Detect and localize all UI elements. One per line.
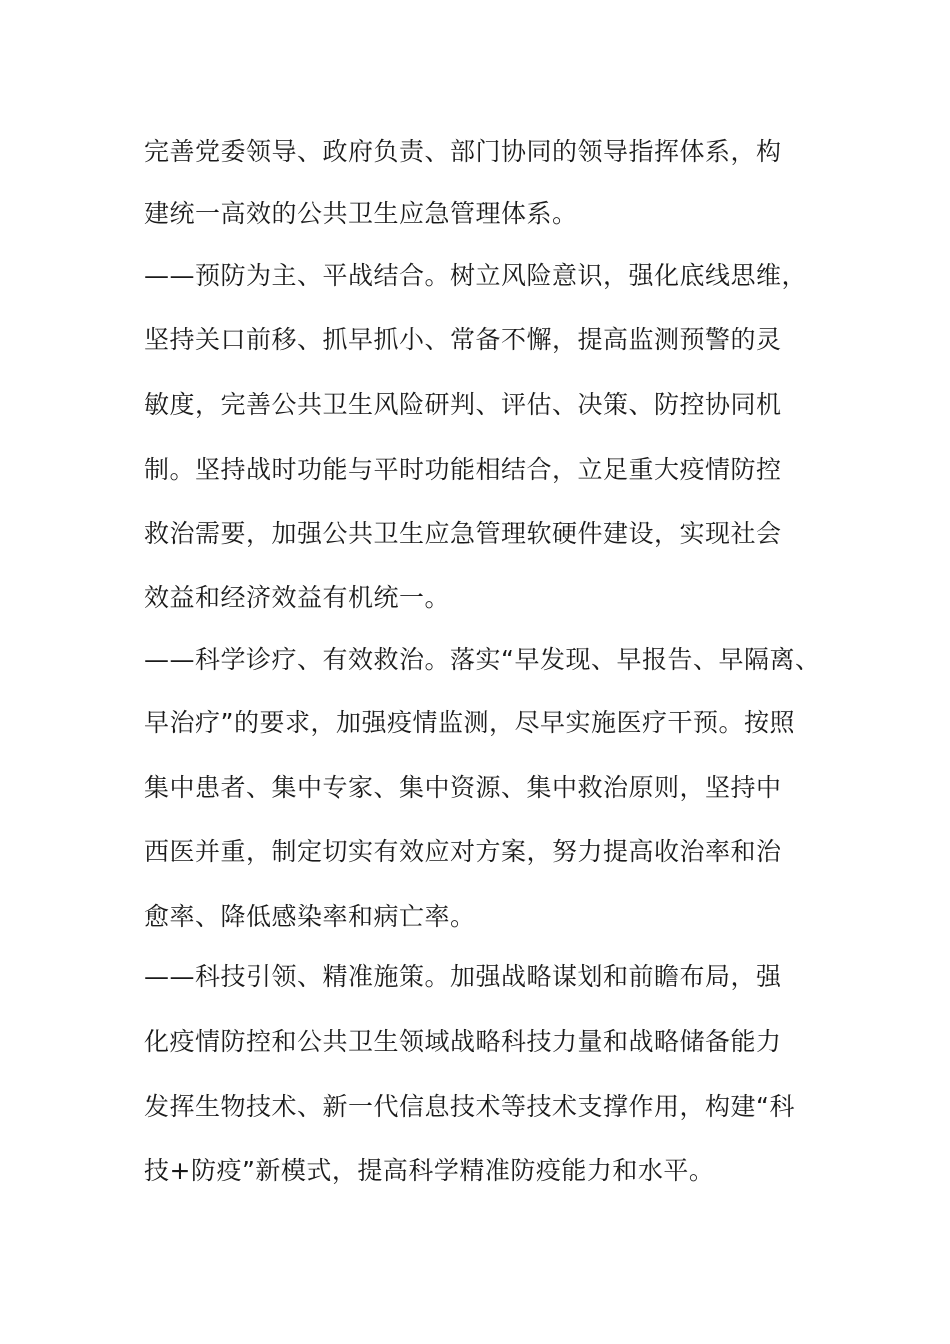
text-line-16: 发挥生物技术、新一代信息技术等技术支撑作用，构建“科 — [144, 1092, 795, 1121]
text-line-14: ——科技引领、精准施策。加强战略谋划和前瞻布局，强 — [144, 962, 782, 991]
text-line-2: 建统一高效的公共卫生应急管理体系。 — [144, 199, 578, 228]
text-line-8: 效益和经济效益有机统一。 — [144, 583, 451, 612]
text-line-5: 敏度，完善公共卫生风险研判、评估、决策、防控协同机 — [144, 390, 782, 419]
text-line-7: 救治需要，加强公共卫生应急管理软硬件建设，实现社会 — [144, 519, 782, 548]
text-line-6: 制。坚持战时功能与平时功能相结合，立足重大疫情防控 — [144, 455, 782, 484]
text-line-10: 早治疗”的要求，加强疫情监测，尽早实施医疗干预。按照 — [144, 708, 795, 737]
text-line-9: ——科学诊疗、有效救治。落实“早发现、早报告、早隔离、 — [144, 645, 821, 674]
text-line-3: ——预防为主、平战结合。树立风险意识，强化底线思维， — [144, 261, 808, 290]
text-line-11: 集中患者、集中专家、集中资源、集中救治原则，坚持中 — [144, 773, 782, 802]
text-line-4: 坚持关口前移、抓早抓小、常备不懈，提高监测预警的灵 — [144, 325, 782, 354]
text-line-17: 技+防疫”新模式，提高科学精准防疫能力和水平。 — [144, 1156, 715, 1185]
text-line-13: 愈率、降低感染率和病亡率。 — [144, 902, 476, 931]
text-line-15: 化疫情防控和公共卫生领域战略科技力量和战略储备能力 — [144, 1027, 782, 1056]
text-line-1: 完善党委领导、政府负责、部门协同的领导指挥体系，构 — [144, 137, 782, 166]
text-line-12: 西医并重，制定切实有效应对方案，努力提高收治率和治 — [144, 837, 782, 866]
